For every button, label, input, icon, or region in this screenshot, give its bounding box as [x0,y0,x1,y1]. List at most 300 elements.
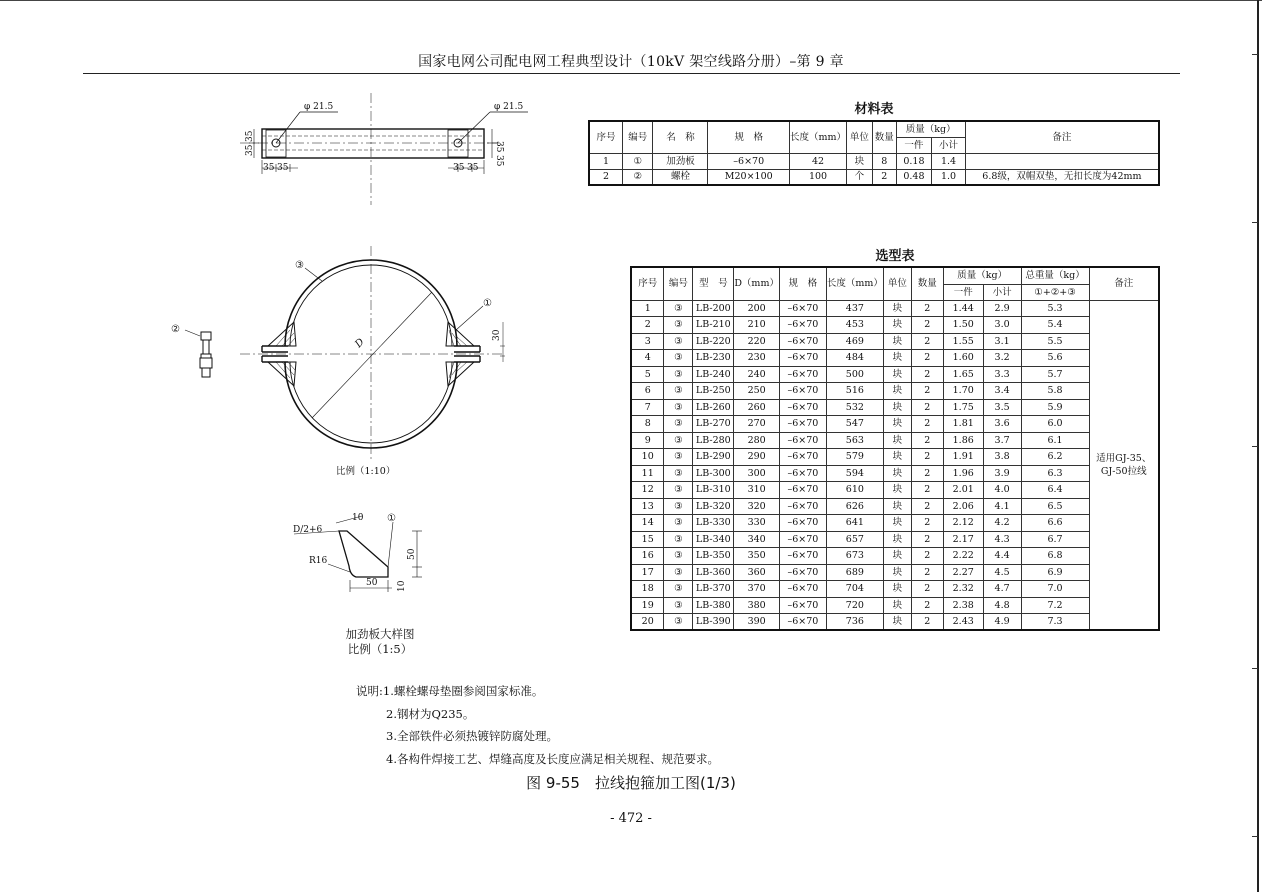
dim-35-label: 35 [494,141,504,153]
cell-spec: –6×70 [779,449,826,466]
hole-dia-right-label: φ 21.5 [494,102,524,112]
cell-qty: 2 [911,449,943,466]
cell-remark [965,153,1159,169]
detail-title: 加劲板大样图 [345,627,415,641]
cell-spec: –6×70 [708,153,790,169]
cell-total: 6.3 [1021,465,1089,482]
cell-qty: 2 [911,416,943,433]
margin-tick [1252,222,1258,223]
cell-total: 7.0 [1021,581,1089,598]
cell-model: LB-310 [693,482,734,499]
dim-35-label: 35 [245,130,255,142]
technical-drawing [0,0,620,680]
dim-d2-label: D/2+6 [293,525,323,535]
cell-code: ③ [664,498,693,515]
table-row [631,581,1159,598]
cell-qty: 2 [911,515,943,532]
cell-model: LB-360 [693,564,734,581]
cell-seq: 20 [631,614,664,631]
table-row [631,498,1159,515]
table-row [631,333,1159,350]
header-unit: 单位 [883,267,911,300]
cell-sub: 3.5 [983,399,1021,416]
dim-35-label: 35 [453,163,465,173]
cell-d: 230 [734,350,780,367]
cell-piece: 2.27 [943,564,983,581]
margin-tick [1252,668,1258,669]
header-length: 长度（mm） [790,121,847,153]
cell-qty: 2 [911,581,943,598]
cell-spec: –6×70 [779,581,826,598]
cell-seq: 11 [631,465,664,482]
cell-piece: 2.12 [943,515,983,532]
header-code: 编号 [664,267,693,300]
cell-total: 6.1 [1021,432,1089,449]
cell-unit: 块 [883,465,911,482]
cell-spec: –6×70 [779,333,826,350]
cell-unit: 块 [883,399,911,416]
cell-unit: 块 [883,482,911,499]
header-qty: 数量 [911,267,943,300]
dim-35-label: 35 [245,144,255,156]
cell-d: 250 [734,383,780,400]
cell-qty: 2 [911,366,943,383]
cell-total: 5.3 [1021,300,1089,317]
cell-seq: 3 [631,333,664,350]
cell-qty: 2 [911,531,943,548]
cell-model: LB-210 [693,317,734,334]
header-mass-sub: 小计 [932,137,966,153]
cell-model: LB-390 [693,614,734,631]
cell-code: ③ [664,482,693,499]
cell-total: 6.6 [1021,515,1089,532]
cell-total: 7.2 [1021,597,1089,614]
table-row [631,614,1159,631]
table-row [631,531,1159,548]
cell-piece: 1.50 [943,317,983,334]
cell-model: LB-200 [693,300,734,317]
cell-length: 532 [826,399,883,416]
cell-spec: –6×70 [779,317,826,334]
cell-qty: 2 [911,317,943,334]
header-name: 名 称 [653,121,708,153]
cell-piece: 2.38 [943,597,983,614]
cell-d: 390 [734,614,780,631]
cell-qty: 8 [872,153,896,169]
cell-unit: 块 [883,317,911,334]
cell-code: ③ [664,581,693,598]
cell-model: LB-370 [693,581,734,598]
cell-total: 5.7 [1021,366,1089,383]
note-2: 2.钢材为Q235。 [386,706,475,721]
cell-code: ① [622,153,653,169]
cell-total: 7.3 [1021,614,1089,631]
cell-total: 6.0 [1021,416,1089,433]
header-d: D（mm） [734,267,780,300]
dim-50-label: 50 [366,578,378,588]
callout-3: ③ [295,260,304,271]
cell-unit: 块 [883,350,911,367]
cell-d: 210 [734,317,780,334]
cell-spec: –6×70 [779,482,826,499]
cell-qty: 2 [911,432,943,449]
cell-unit: 块 [883,300,911,317]
callout-1-detail: ① [387,513,396,524]
cell-seq: 9 [631,432,664,449]
cell-spec: –6×70 [779,383,826,400]
cell-sub: 4.2 [983,515,1021,532]
cell-piece: 0.48 [896,169,932,185]
header-model: 型 号 [693,267,734,300]
dim-30-label: 30 [492,329,502,341]
cell-length: 720 [826,597,883,614]
cell-seq: 2 [589,169,622,185]
cell-length: 484 [826,350,883,367]
cell-length: 704 [826,581,883,598]
header-mass: 质量（kg） [896,121,965,137]
cell-sub: 3.8 [983,449,1021,466]
cell-seq: 5 [631,366,664,383]
cell-code: ③ [664,432,693,449]
cell-unit: 块 [883,416,911,433]
cell-length: 579 [826,449,883,466]
cell-length: 563 [826,432,883,449]
cell-model: LB-230 [693,350,734,367]
table-row [631,317,1159,334]
cell-length: 500 [826,366,883,383]
cell-seq: 16 [631,548,664,565]
header-spec: 规 格 [708,121,790,153]
cell-length: 100 [790,169,847,185]
cell-total: 5.9 [1021,399,1089,416]
cell-unit: 块 [883,597,911,614]
cell-sub: 4.4 [983,548,1021,565]
cell-d: 300 [734,465,780,482]
cell-seq: 17 [631,564,664,581]
cell-spec: –6×70 [779,366,826,383]
table-row [631,564,1159,581]
cell-qty: 2 [911,548,943,565]
cell-d: 240 [734,366,780,383]
cell-total: 5.5 [1021,333,1089,350]
table-row [631,383,1159,400]
cell-sub: 4.0 [983,482,1021,499]
cell-sub: 4.8 [983,597,1021,614]
cell-d: 310 [734,482,780,499]
cell-total: 6.9 [1021,564,1089,581]
cell-code: ③ [664,350,693,367]
cell-piece: 1.91 [943,449,983,466]
cell-total: 5.6 [1021,350,1089,367]
cell-sub: 3.4 [983,383,1021,400]
cell-d: 370 [734,581,780,598]
diameter-label: D [353,336,367,351]
cell-length: 626 [826,498,883,515]
dim-35-label: 35 [467,163,479,173]
cell-spec: –6×70 [779,564,826,581]
dim-10-label: 10 [397,580,407,592]
cell-qty: 2 [911,498,943,515]
cell-d: 270 [734,416,780,433]
cell-code: ③ [664,465,693,482]
cell-spec: –6×70 [779,515,826,532]
cell-spec: –6×70 [779,399,826,416]
cell-code: ③ [664,531,693,548]
cell-total: 6.5 [1021,498,1089,515]
cell-unit: 个 [847,169,873,185]
cell-length: 547 [826,416,883,433]
cell-unit: 块 [883,515,911,532]
cell-d: 350 [734,548,780,565]
cell-seq: 8 [631,416,664,433]
note-1: 说明:1.螺栓螺母垫圈参阅国家标准。 [356,684,544,698]
detail-scale: 比例（1:5） [347,642,413,656]
cell-qty: 2 [911,564,943,581]
header-length: 长度（mm） [826,267,883,300]
cell-qty: 2 [911,333,943,350]
hole-dia-left-label: φ 21.5 [304,102,334,112]
cell-spec: –6×70 [779,300,826,317]
cell-name: 螺栓 [653,169,708,185]
dim-35-label: 35 [263,163,275,173]
table-row [631,597,1159,614]
remark-line-1: 适用GJ-35、 [1096,452,1152,464]
cell-sub: 4.9 [983,614,1021,631]
cell-d: 220 [734,333,780,350]
cell-d: 340 [734,531,780,548]
cell-piece: 1.44 [943,300,983,317]
radius-label: R16 [309,556,328,566]
cell-model: LB-380 [693,597,734,614]
cell-d: 280 [734,432,780,449]
cell-seq: 6 [631,383,664,400]
notes [356,680,719,770]
cell-seq: 1 [631,300,664,317]
cell-code: ③ [664,614,693,631]
cell-model: LB-350 [693,548,734,565]
cell-sub: 2.9 [983,300,1021,317]
cell-seq: 19 [631,597,664,614]
cell-length: 673 [826,548,883,565]
cell-code: ③ [664,548,693,565]
cell-piece: 2.17 [943,531,983,548]
header-mass-piece: 一件 [943,284,983,300]
cell-model: LB-250 [693,383,734,400]
cell-qty: 2 [911,614,943,631]
cell-length: 736 [826,614,883,631]
cell-length: 42 [790,153,847,169]
cell-spec: –6×70 [779,548,826,565]
cell-unit: 块 [883,449,911,466]
cell-unit: 块 [883,548,911,565]
header-remark: 备注 [965,121,1159,153]
cell-model: LB-340 [693,531,734,548]
cell-total: 6.4 [1021,482,1089,499]
page-number: - 472 - [610,811,652,826]
cell-piece: 2.22 [943,548,983,565]
table-row [589,153,1159,169]
table-row [631,416,1159,433]
page-header: 国家电网公司配电网工程典型设计（10kV 架空线路分册）–第 9 章 [418,54,844,70]
note-4: 4.各构件焊接工艺、焊缝高度及长度应满足相关规程、规范要求。 [386,751,719,766]
header-mass-piece: 一件 [896,137,932,153]
dim-10-label: 10 [352,513,364,523]
dim-35-label: 35 [494,155,504,167]
header-total-formula: ①+②+③ [1021,284,1089,300]
cell-model: LB-330 [693,515,734,532]
table-row [631,482,1159,499]
cell-d: 320 [734,498,780,515]
cell-piece: 1.75 [943,399,983,416]
cell-model: LB-320 [693,498,734,515]
cell-code: ③ [664,449,693,466]
table-row [589,169,1159,185]
cell-seq: 2 [631,317,664,334]
cell-unit: 块 [883,383,911,400]
remark-line-2: GJ-50拉线 [1100,465,1147,477]
table-row [631,350,1159,367]
cell-sub: 3.9 [983,465,1021,482]
cell-length: 453 [826,317,883,334]
cell-piece: 1.60 [943,350,983,367]
figure-title: 图 9-55 拉线抱箍加工图(1/3) [526,774,736,792]
cell-unit: 块 [883,498,911,515]
table-row [631,366,1159,383]
cell-total: 5.4 [1021,317,1089,334]
cell-spec: –6×70 [779,597,826,614]
cell-sub: 3.7 [983,432,1021,449]
cell-code: ③ [664,399,693,416]
cell-total: 5.8 [1021,383,1089,400]
selection-table [630,266,1160,631]
table-row [631,465,1159,482]
cell-code: ③ [664,597,693,614]
cell-model: LB-290 [693,449,734,466]
cell-spec: –6×70 [779,465,826,482]
dim-35-label: 35 [277,163,289,173]
cell-sub: 1.4 [932,153,966,169]
table-row [631,548,1159,565]
margin-tick [1252,836,1258,837]
cell-unit: 块 [847,153,873,169]
cell-piece: 1.65 [943,366,983,383]
cell-code: ③ [664,416,693,433]
header-qty: 数量 [872,121,896,153]
material-table-title: 材料表 [854,102,894,117]
cell-qty: 2 [911,465,943,482]
cell-spec: M20×100 [708,169,790,185]
cell-qty: 2 [911,383,943,400]
cell-remark: 6.8级，双帽双垫，无扣长度为42mm [965,169,1159,185]
cell-spec: –6×70 [779,531,826,548]
material-table [588,120,1160,186]
cell-d: 290 [734,449,780,466]
cell-unit: 块 [883,432,911,449]
cell-model: LB-300 [693,465,734,482]
cell-piece: 2.06 [943,498,983,515]
cell-model: LB-240 [693,366,734,383]
cell-qty: 2 [911,597,943,614]
cell-sub: 1.0 [932,169,966,185]
table-row [631,515,1159,532]
cell-length: 641 [826,515,883,532]
cell-model: LB-270 [693,416,734,433]
header-code: 编号 [622,121,653,153]
cell-unit: 块 [883,366,911,383]
cell-sub: 4.1 [983,498,1021,515]
scale-main-label: 比例（1:10） [336,466,396,477]
cell-piece: 2.43 [943,614,983,631]
dim-50-label: 50 [407,548,417,560]
cell-sub: 3.2 [983,350,1021,367]
cell-length: 469 [826,333,883,350]
cell-name: 加劲板 [653,153,708,169]
cell-piece: 1.70 [943,383,983,400]
cell-code: ③ [664,317,693,334]
header-spec: 规 格 [779,267,826,300]
header-mass-sub: 小计 [983,284,1021,300]
cell-piece: 1.96 [943,465,983,482]
cell-d: 380 [734,597,780,614]
cell-qty: 2 [911,300,943,317]
callout-2: ② [171,324,180,335]
cell-model: LB-280 [693,432,734,449]
cell-unit: 块 [883,581,911,598]
table-row [631,432,1159,449]
cell-piece: 1.55 [943,333,983,350]
cell-length: 516 [826,383,883,400]
cell-sub: 3.3 [983,366,1021,383]
cell-d: 360 [734,564,780,581]
cell-length: 610 [826,482,883,499]
callout-1: ① [483,298,492,309]
cell-model: LB-220 [693,333,734,350]
cell-piece: 2.32 [943,581,983,598]
cell-sub: 3.0 [983,317,1021,334]
cell-piece: 1.81 [943,416,983,433]
cell-sub: 3.6 [983,416,1021,433]
header-remark: 备注 [1089,267,1159,300]
table-row [631,300,1159,317]
cell-sub: 3.1 [983,333,1021,350]
cell-code: ③ [664,300,693,317]
cell-unit: 块 [883,564,911,581]
cell-seq: 1 [589,153,622,169]
cell-sub: 4.3 [983,531,1021,548]
cell-spec: –6×70 [779,614,826,631]
cell-piece: 2.01 [943,482,983,499]
cell-d: 330 [734,515,780,532]
cell-qty: 2 [911,399,943,416]
cell-seq: 12 [631,482,664,499]
cell-d: 260 [734,399,780,416]
cell-seq: 7 [631,399,664,416]
cell-spec: –6×70 [779,350,826,367]
cell-sub: 4.7 [983,581,1021,598]
cell-code: ③ [664,515,693,532]
cell-model: LB-260 [693,399,734,416]
table-row [631,449,1159,466]
cell-seq: 18 [631,581,664,598]
cell-spec: –6×70 [779,416,826,433]
cell-code: ② [622,169,653,185]
header-seq: 序号 [631,267,664,300]
note-3: 3.全部铁件必须热镀锌防腐处理。 [386,729,558,743]
cell-spec: –6×70 [779,432,826,449]
cell-seq: 15 [631,531,664,548]
cell-piece: 1.86 [943,432,983,449]
cell-sub: 4.5 [983,564,1021,581]
